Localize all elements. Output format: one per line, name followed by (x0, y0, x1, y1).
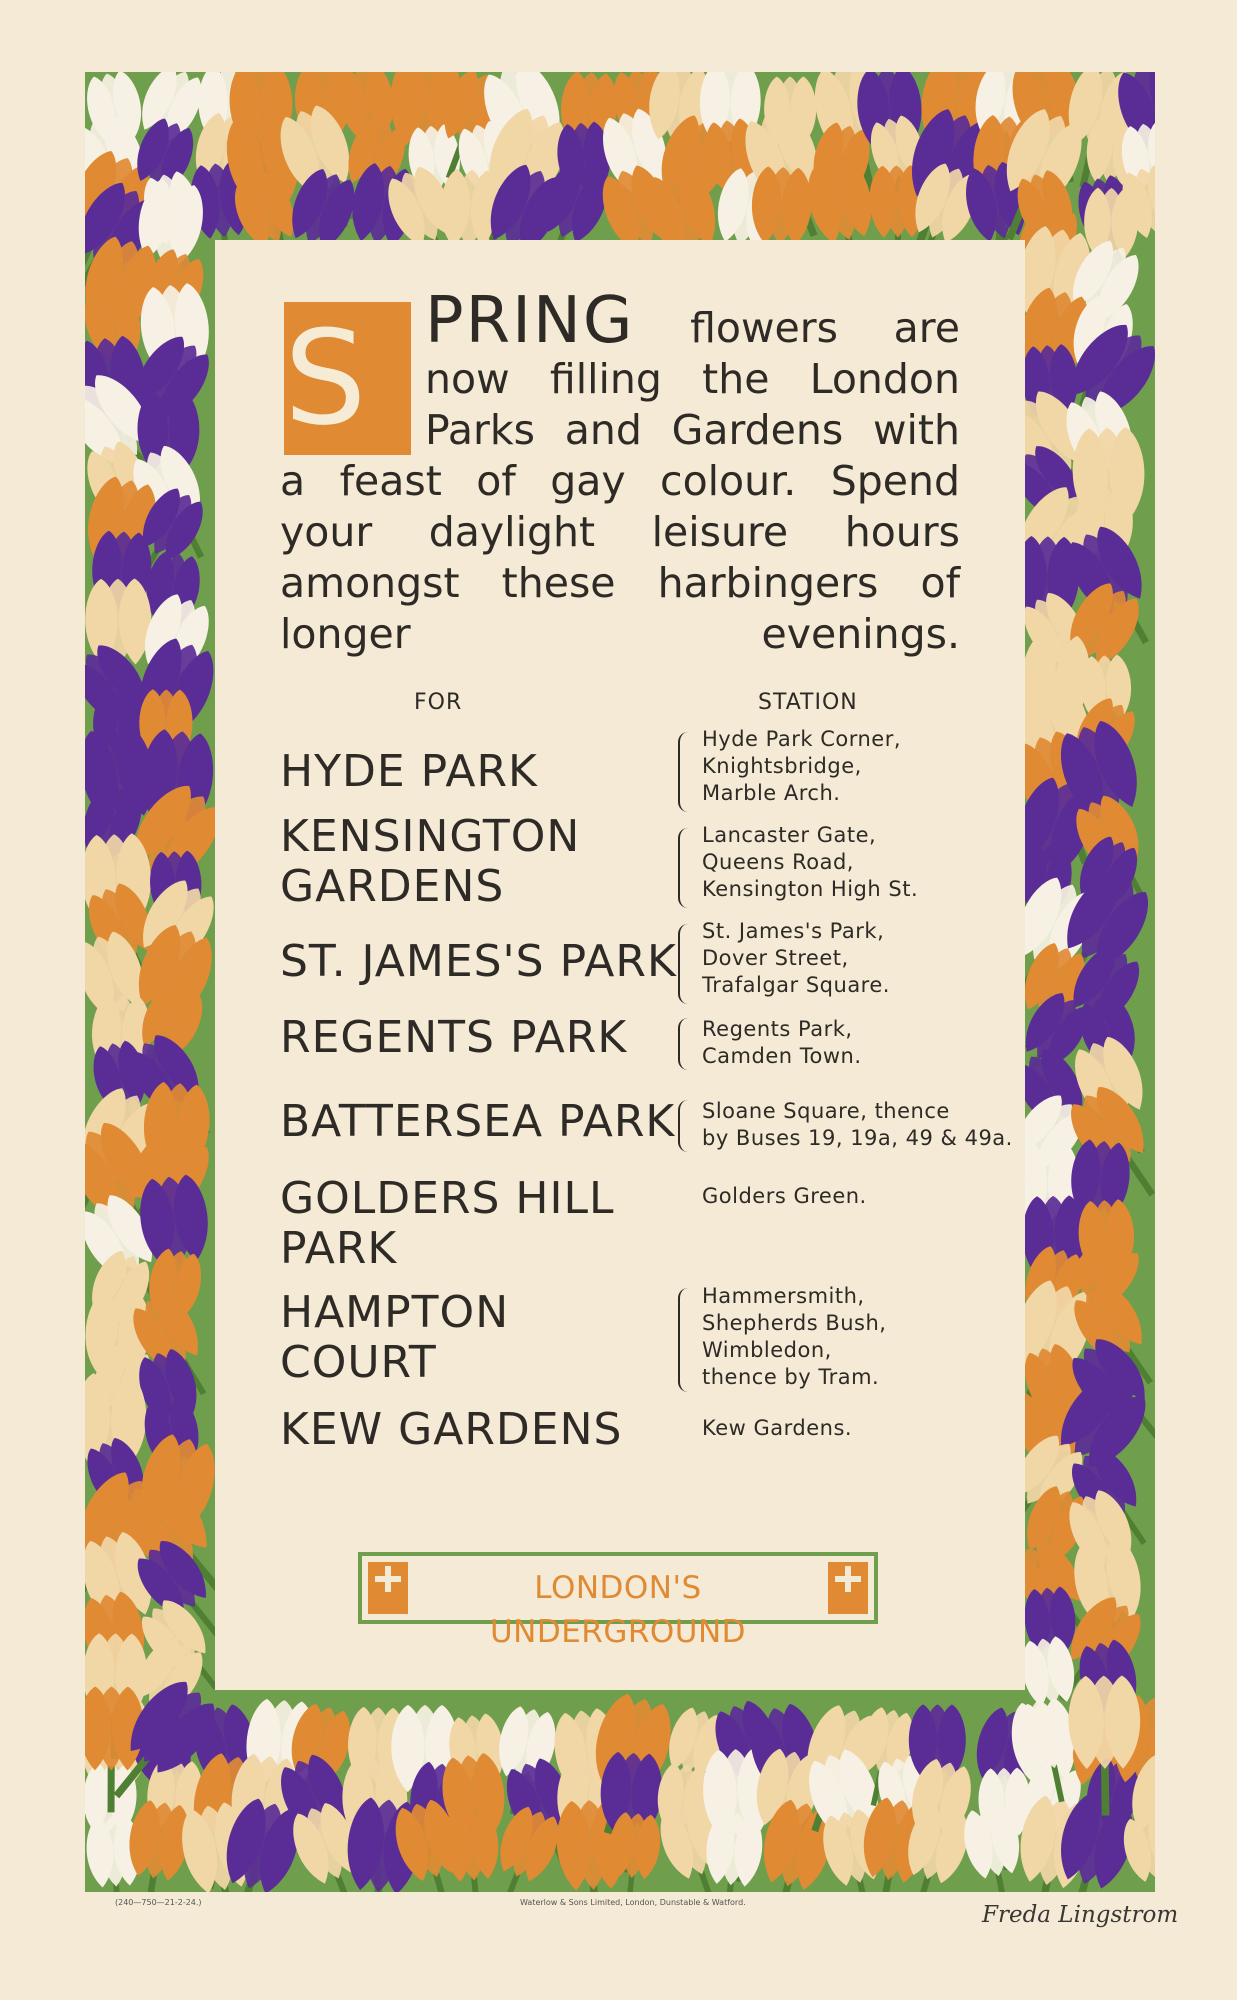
station-brace (678, 828, 694, 908)
park-name: HYDE PARK (280, 746, 538, 797)
station-list: Hyde Park Corner, Knightsbridge, Marble Arch. (702, 727, 902, 805)
station-list: Golders Green. (702, 1184, 867, 1208)
park-name: GOLDERS HILL PARK (280, 1173, 615, 1274)
park-name: ST. JAMES'S PARK (280, 936, 677, 987)
station-list: Lancaster Gate, Queens Road, Kensington High St. (702, 823, 919, 901)
park-name: KEW GARDENS (280, 1404, 623, 1455)
city-crest-icon (368, 1562, 408, 1614)
drop-cap-word-rest: PRING (425, 284, 635, 358)
printer-credit: Waterlow & Sons Limited, London, Dunstable & Watford. (520, 1898, 746, 1907)
station-list: Sloane Square, thence by Buses 19, 19a, 49 & 49a. (702, 1099, 1013, 1150)
station-list: St. James's Park, Dover Street, Trafalgar Square. (702, 919, 890, 997)
intro-paragraph (280, 284, 960, 660)
station-brace (678, 1100, 694, 1152)
drop-cap: S (284, 302, 411, 455)
park-name: HAMPTON COURT (280, 1287, 510, 1388)
park-name: REGENTS PARK (280, 1012, 628, 1063)
station-column-header: STATION (758, 690, 858, 715)
park-name: KENSINGTON GARDENS (280, 811, 581, 912)
city-crest-icon (828, 1562, 868, 1614)
station-brace (678, 924, 694, 1004)
station-list: Regents Park, Camden Town. (702, 1017, 862, 1068)
for-column-header: FOR (414, 690, 463, 715)
londons-underground-logo (358, 1552, 878, 1650)
print-code: (240—750—21-2-24.) (115, 1898, 202, 1907)
station-list: Kew Gardens. (702, 1416, 853, 1440)
park-name: BATTERSEA PARK (280, 1096, 676, 1147)
logo-text: LONDON'S UNDERGROUND (489, 1570, 747, 1650)
station-brace (678, 1018, 694, 1070)
station-brace (678, 1288, 694, 1392)
station-list: Hammersmith, Shepherds Bush, Wimbledon, thence by Tram. (702, 1284, 887, 1389)
intro-text: flowers are now filling the London Parks and Gardens with a feast of gay colour. Spend your daylight leisure hours amongst these harbingers of (280, 304, 960, 607)
station-brace (678, 732, 694, 812)
intro-text-last: longer evenings. (280, 610, 960, 658)
artist-signature: Freda Lingstrom (982, 1902, 1179, 1928)
